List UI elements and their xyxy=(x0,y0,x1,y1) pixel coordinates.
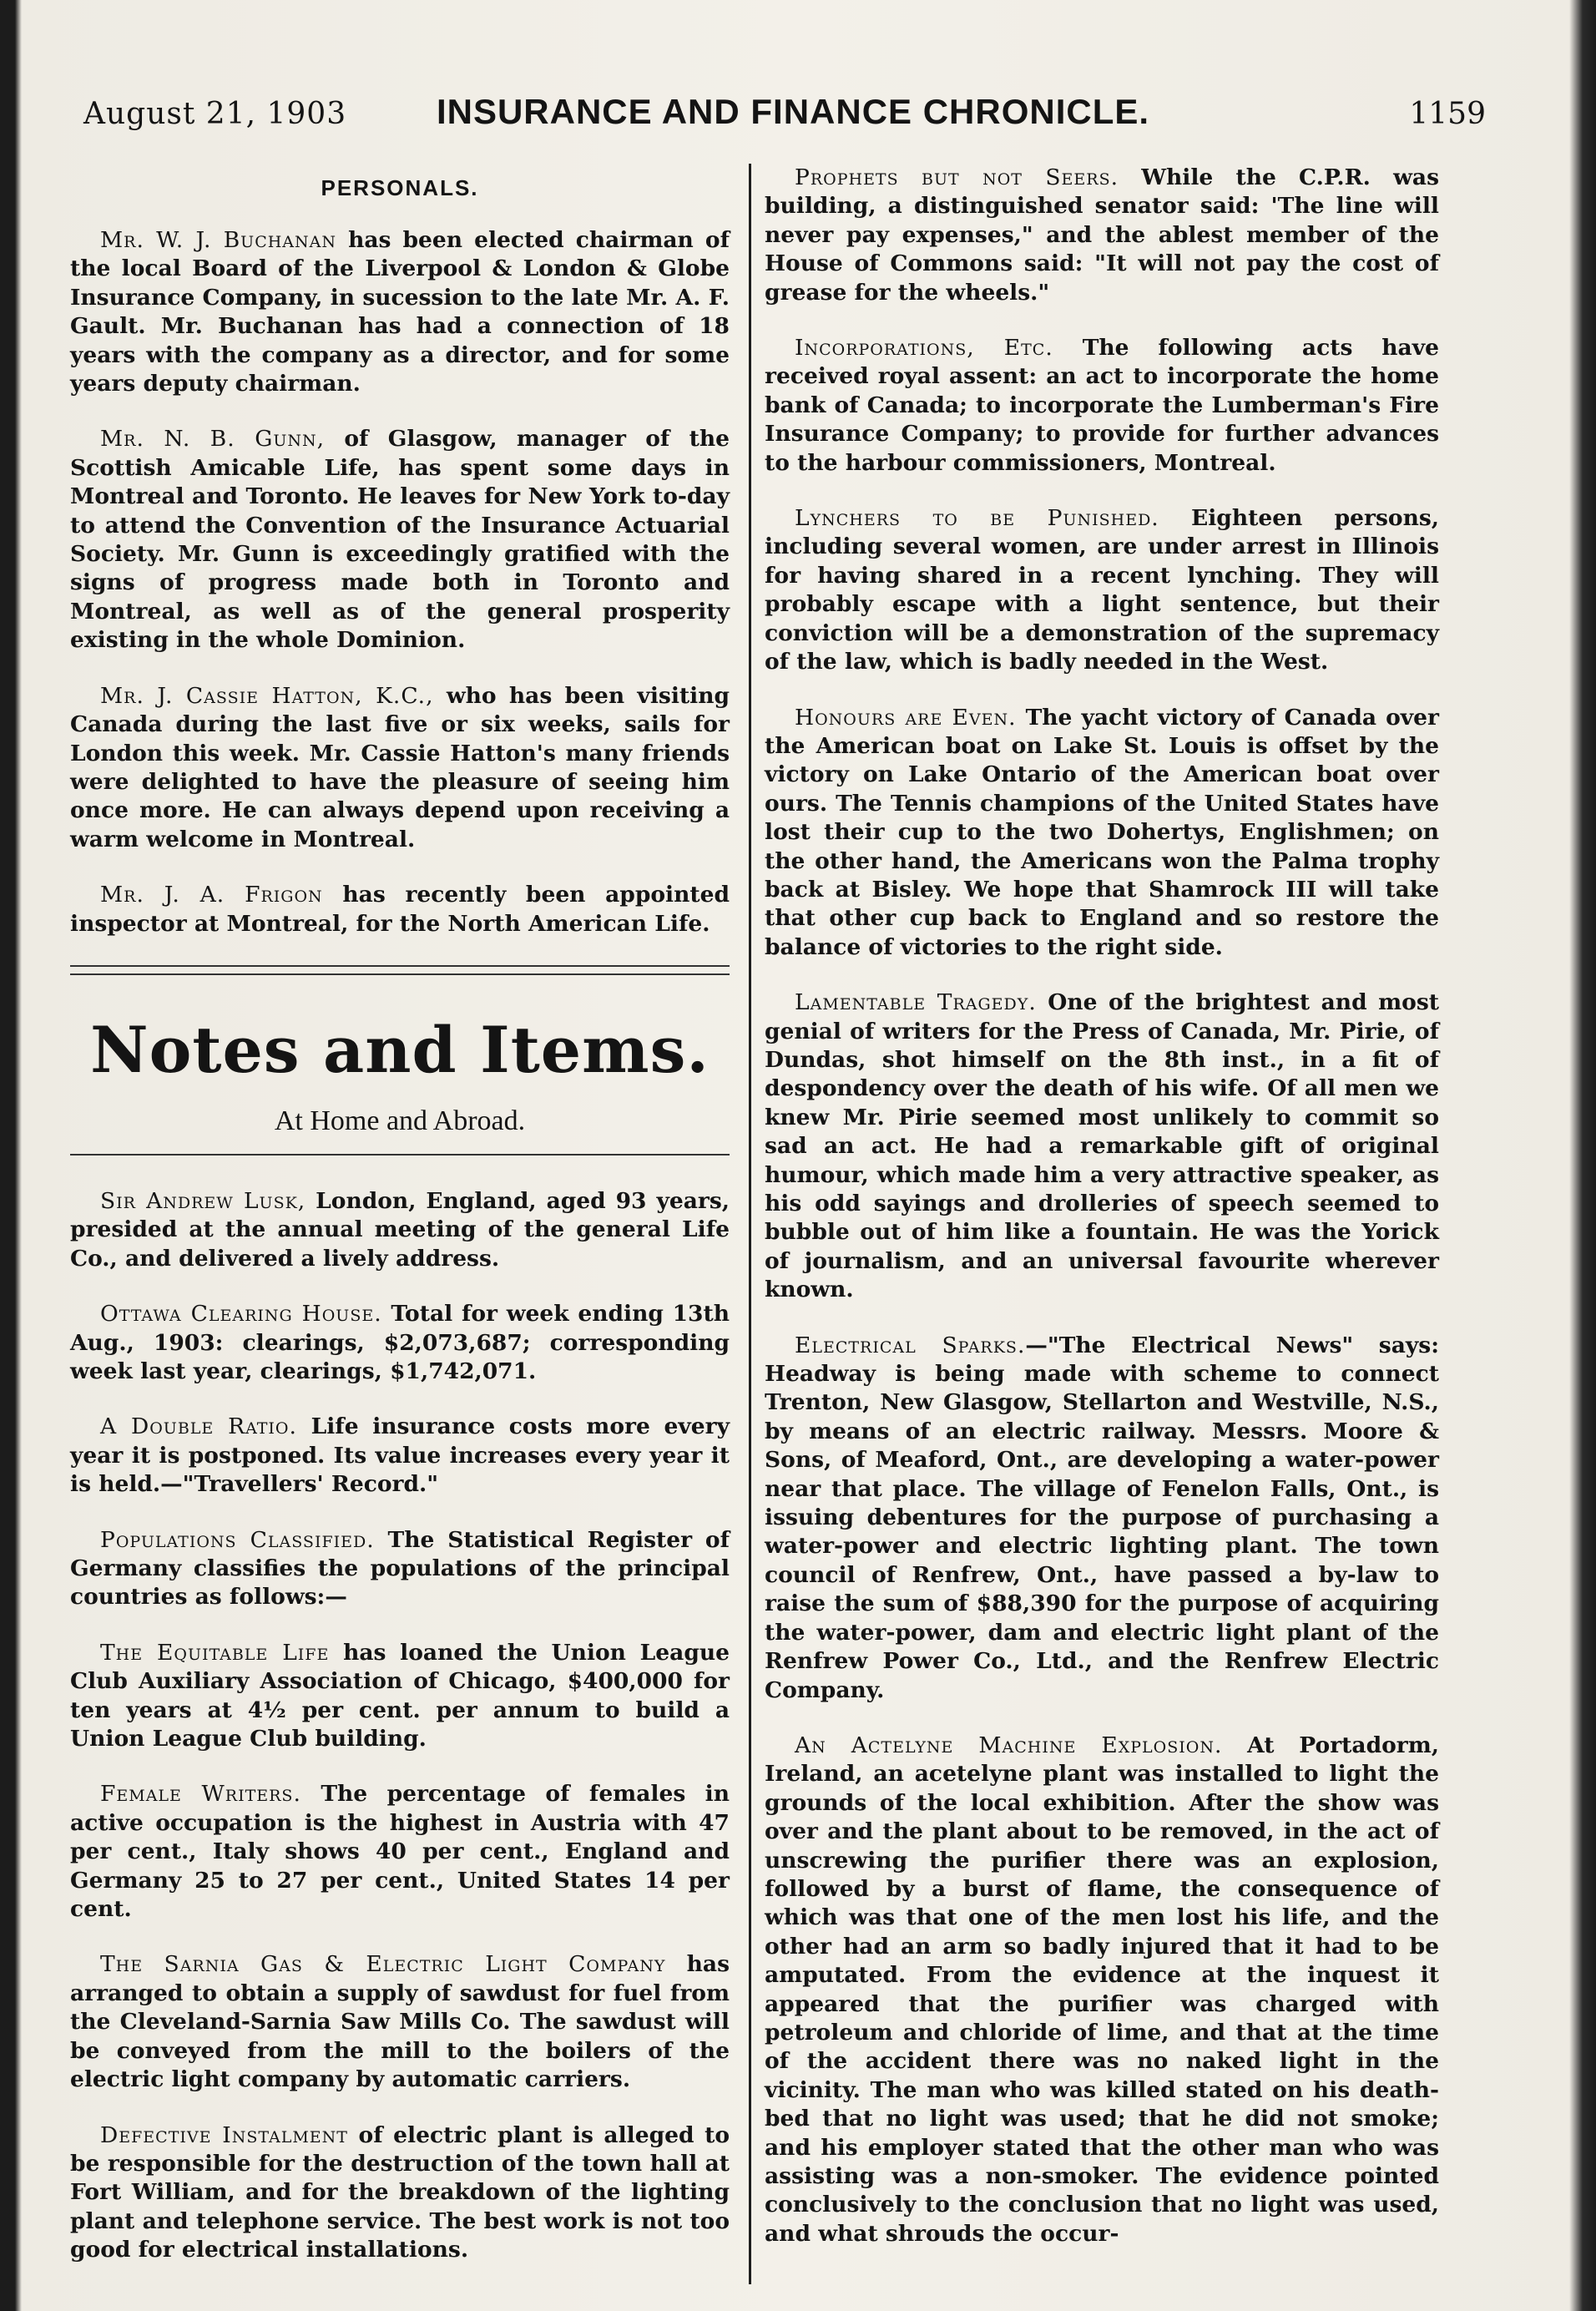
item-text: London, England, aged 93 years, presided at the annual meeting of the general Life Co., and delivered a lively address. xyxy=(70,1187,730,1272)
item-text: At Portadorm, Ireland, an acetelyne plant was installed to light the grounds of the local exhibition. After the show was over and the plant about to be removed, in the act of unscrewing the purifier there was an explosion, followed by a burst of flame, the consequence of which was that one of the men lost his life, and the other had an arm so badly injured that it had to be amputated. From the evidence at the inquest it appeared that the purifier was charged with petroleum and chloride of lime, and that at the time of the accident there was no naked light in the vicinity. The man who was killed stated on his death-bed that no light was used; that he did not smoke; and his employer stated that the other man who was assisting was a non-smoker. The evidence pointed conclusively to the conclusion that no light was used, and what shrouds the occur- xyxy=(765,1732,1440,2247)
item-text: Life insurance costs more every year it is postponed. Its value increases every year it is held.—"Travellers' Record." xyxy=(70,1413,730,1498)
note-item xyxy=(765,1732,1439,2248)
item-lead: An Actelyne Machine Explosion. xyxy=(795,1732,1223,1758)
item-lead: The Sarnia Gas & Electric Light Company xyxy=(100,1951,666,1978)
notes-and-items-title: Notes and Items. xyxy=(90,1012,710,1087)
item-lead: Lamentable Tragedy. xyxy=(795,989,1037,1016)
note-item xyxy=(70,1300,730,1386)
page-number: 1159 xyxy=(1409,97,1486,131)
item-text: Total for week ending 13th Aug., 1903: clearings, $2,073,687; corresponding week last year, clearings, $1,742,071. xyxy=(70,1301,730,1384)
publication-title: INSURANCE AND FINANCE CHRONICLE. xyxy=(436,92,1150,131)
item-text: —"The Electrical News" says: Headway is being made with scheme to connect Trenton, New Glasgow, Stellarton and Westville, N.S., by means of an electric railway. Messrs. Moore & Sons, of Meaford, Ont., are developing a water-power near that place. The village of Fenelon Falls, Ont., is issuing debentures for the purpose of purchasing a water-power and electric lighting plant. The town council of Renfrew, Ont., have passed a by-law to raise the sum of $88,390 for the purpose of acquiring the water-power, dam and electric light plant of the Renfrew Power Co., Ltd., and the Renfrew Electric Company. xyxy=(765,1332,1439,1703)
personal-item xyxy=(70,682,730,854)
item-lead: Populations Classified. xyxy=(100,1526,375,1553)
item-lead: Incorporations, Etc. xyxy=(795,335,1053,362)
item-lead: Mr. W. J. Buchanan xyxy=(100,227,336,253)
item-lead: Honours are Even. xyxy=(795,704,1017,731)
item-text: Eighteen persons, including several women, are under arrest in Illinois for having shared in a recent lynching. They will probably escape with a light sentence, but their conviction will be a demonstration of the supremacy of the law, which is badly needed in the West. xyxy=(765,505,1439,675)
item-text: The yacht victory of Canada over the American boat on Lake St. Louis is offset by the victory on Lake Ontario of the American boat over ours. The Tennis champions of the United States have lost their cup to the two Dohertys, Englishmen; on the other hand, the Americans won the Palma trophy back at Bisley. We hope that Shamrock III will take that other cup back to England and so restore the balance of victories to the right side. xyxy=(765,704,1439,960)
note-item xyxy=(765,704,1439,963)
item-text: has arranged to obtain a supply of sawdust for fuel from the Cleveland-Sarnia Saw Mills Co. The sawdust will be conveyed from the mill to the boilers of the electric light company by automatic carriers. xyxy=(70,1951,730,2093)
subtitle-rule xyxy=(70,1154,730,1156)
item-lead: Mr. J. A. Frigon xyxy=(100,882,323,908)
note-item xyxy=(765,989,1439,1304)
personal-item xyxy=(70,881,730,938)
note-item xyxy=(765,334,1439,478)
item-text: While the C.P.R. was building, a distinguished senator said: 'The line will never pay expenses," and the ablest member of the House of Commons said: "It will not pay the cost of grease for the wheels." xyxy=(765,164,1440,306)
item-lead: Prophets but not Seers. xyxy=(795,164,1119,190)
note-item xyxy=(70,1187,730,1273)
item-text: The following acts have received royal assent: an act to incorporate the home bank of Canada; to incorporate the Lumberman's Fire Insurance Company; to provide for further advances to the harbour commissioners, Montreal. xyxy=(765,335,1439,476)
note-item xyxy=(765,1332,1439,1705)
running-header xyxy=(83,90,1486,140)
note-item xyxy=(70,1413,730,1499)
item-lead: Electrical Sparks. xyxy=(795,1332,1026,1358)
item-text: The percentage of females in active occupation is the highest in Austria with 47 per cent., Italy shows 40 per cent., England and Germany 25 to 27 per cent., United States 14 per cent. xyxy=(70,1781,730,1923)
left-column xyxy=(70,164,730,2284)
item-lead: Female Writers. xyxy=(100,1781,301,1808)
item-lead: A Double Ratio. xyxy=(100,1413,297,1440)
item-text: One of the brightest and most genial of writers for the Press of Canada, Mr. Pirie, of Dundas, shot himself on the 8th inst., in a fit of despondency over the death of his wife. Of all men we knew Mr. Pirie seemed most unlikely to commit so sad an act. He had a remarkable gift of original humour, which made him a very attractive speaker, as his odd sayings and drolleries of speech seemed to bubble out of him like a fountain. He was the Yorick of journalism, and an universal favourite wherever known. xyxy=(765,989,1439,1303)
item-lead: Lynchers to be Punished. xyxy=(795,505,1159,532)
item-text: of Glasgow, manager of the Scottish Amicable Life, has spent some days in Montreal and Toronto. He leaves for New York to-day to attend the Convention of the Insurance Actuarial Society. Mr. Gunn is exceedingly gratified with the signs of progress made both in Toronto and Montreal, as well as of the general prosperity existing in the whole Dominion. xyxy=(70,426,730,654)
item-text: who has been visiting Canada during the last five or six weeks, sails for London this week. Mr. Cassie Hatton's many friends were delighted to have the pleasure of seeing him once more. He can always depend upon receiving a warm welcome in Montreal. xyxy=(70,682,730,852)
header-date: August 21, 1903 xyxy=(83,97,347,131)
note-item xyxy=(765,504,1439,676)
note-item xyxy=(70,1950,730,2094)
personals-heading: PERSONALS. xyxy=(321,175,479,200)
notes-subtitle: At Home and Abroad. xyxy=(274,1105,526,1136)
item-text: has been elected chairman of the local Board of the Liverpool & London & Globe Insurance Company, in sucession to the late Mr. A. F. Gault. Mr. Buchanan has had a connection of 18 years with the company as a director, and for some years deputy chairman. xyxy=(70,227,730,397)
item-lead: Mr. J. Cassie Hatton, K.C., xyxy=(100,682,434,709)
item-text: The Statistical Register of Germany classifies the populations of the principal countries as follows:— xyxy=(70,1526,730,1611)
item-lead: Ottawa Clearing House. xyxy=(100,1301,382,1327)
note-item xyxy=(765,164,1439,307)
note-item xyxy=(70,1780,730,1924)
note-item xyxy=(70,1639,730,1754)
item-text: has recently been appointed inspector at Montreal, for the North American Life. xyxy=(70,882,730,937)
item-lead: The Equitable Life xyxy=(100,1639,330,1666)
column-rule xyxy=(749,164,751,2284)
personal-item xyxy=(70,226,730,398)
item-lead: Mr. N. B. Gunn, xyxy=(100,426,326,453)
item-text: has loaned the Union League Club Auxiliary Association of Chicago, $400,000 for ten years at 4½ per cent. per annum to build a Union League Club building. xyxy=(70,1639,730,1752)
personal-item xyxy=(70,425,730,655)
item-lead: Sir Andrew Lusk, xyxy=(100,1187,306,1214)
right-column xyxy=(765,164,1439,2284)
section-divider xyxy=(70,965,730,975)
note-item xyxy=(70,2121,730,2265)
item-text: of electric plant is alleged to be responsible for the destruction of the town hall at Fort William, and for the breakdown of the lighting plant and telephone service. The best work is not too good for electrical installations. xyxy=(70,2121,730,2263)
item-lead: Defective Instalment xyxy=(100,2121,348,2148)
note-item xyxy=(70,1526,730,1612)
